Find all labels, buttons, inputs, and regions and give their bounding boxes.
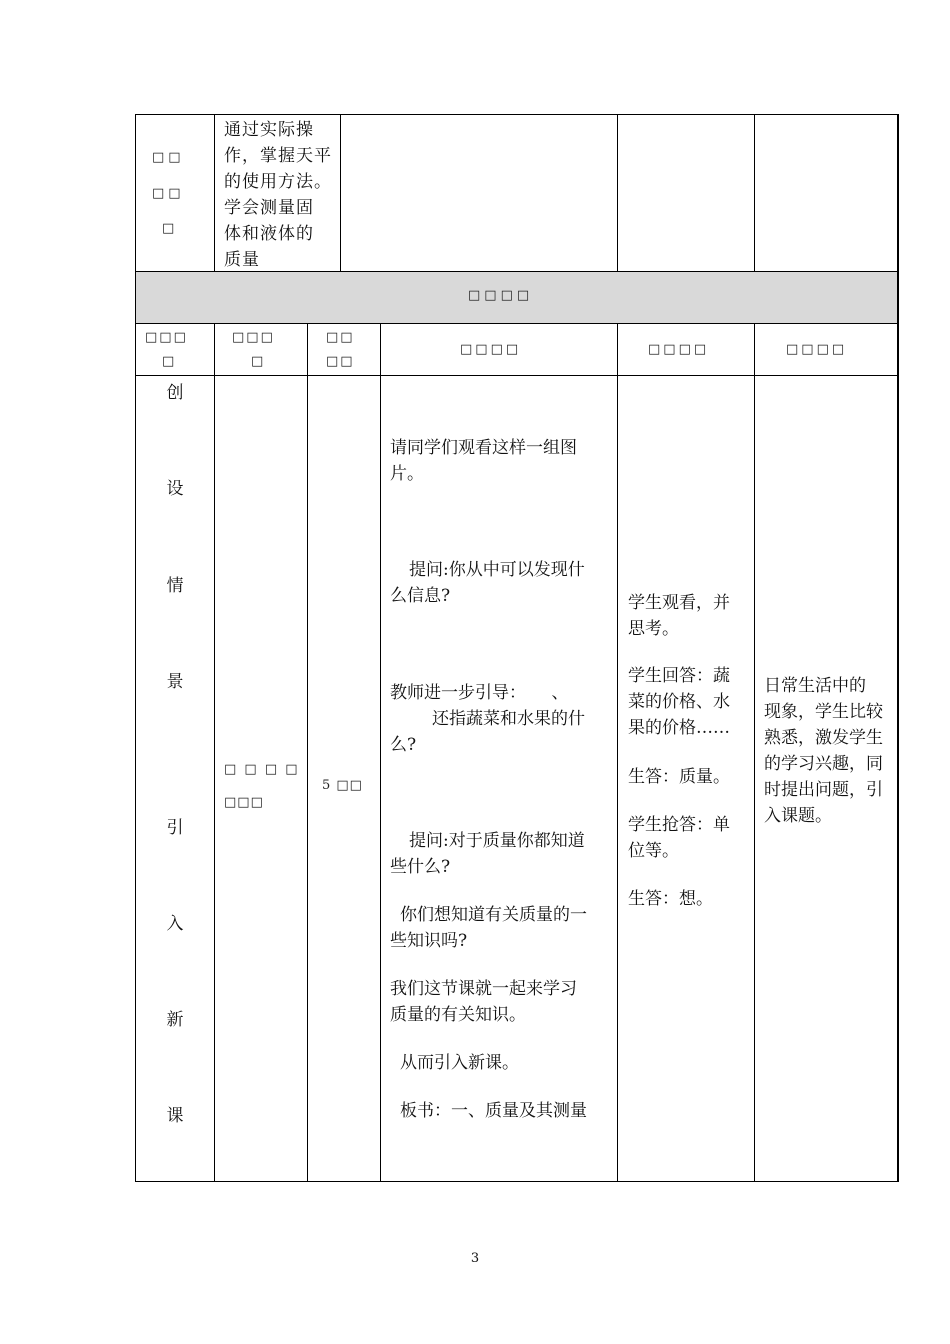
header-student: □□□□ [648, 342, 710, 357]
intent-line: 日常生活中的 [764, 676, 866, 696]
teacher-line: 些什么? [390, 857, 451, 877]
stage-char: 课 [166, 1106, 184, 1126]
header-stage-line: □□□ [145, 330, 188, 345]
time-cell: 5 □□ [322, 778, 363, 793]
student-line: 学生回答：蔬 [628, 666, 730, 686]
student-line: 位等。 [628, 841, 679, 861]
student-line: 生答：想。 [628, 889, 713, 909]
objective-line: 通过实际操 [224, 120, 314, 140]
intent-line: 现象，学生比较 [764, 702, 883, 722]
objective-label-line: □□ [152, 186, 185, 201]
header-intent: □□□□ [786, 342, 848, 357]
student-line: 学生抢答：单 [628, 815, 730, 835]
intent-line: 时提出问题，引 [764, 780, 883, 800]
teacher-line: 质量的有关知识。 [390, 1005, 526, 1025]
objective-label-line: □□ [152, 150, 185, 165]
teacher-line: 教师进一步引导： 、 [390, 683, 569, 703]
header-time-line: □□ [326, 354, 355, 369]
header-stage-line: □ [162, 354, 179, 369]
objective-line: 体和液体的 [224, 224, 314, 244]
student-line: 思考。 [628, 619, 679, 639]
stage-char: 引 [166, 818, 184, 838]
stage-char: 入 [166, 914, 184, 934]
teacher-line: 板书：一、质量及其测量 [400, 1101, 587, 1121]
student-line: 生答：质量。 [628, 767, 730, 787]
student-line: 菜的价格、水 [628, 692, 730, 712]
content-line: □ □ □ □ [224, 762, 300, 777]
section-header-title: □□□□ [468, 288, 534, 303]
teacher-line: 些知识吗? [390, 931, 468, 951]
teacher-line: 片。 [390, 464, 424, 484]
student-line: 学生观看，并 [628, 593, 730, 613]
student-line: 果的价格…… [628, 718, 730, 738]
stage-char: 景 [166, 672, 184, 692]
header-content-line: □□□ [232, 330, 275, 345]
intent-line: 入课题。 [764, 806, 832, 826]
stage-char: 设 [166, 479, 184, 499]
teacher-line: 从而引入新课。 [400, 1053, 519, 1073]
content-line: □□□ [224, 795, 264, 810]
stage-char: 情 [166, 576, 184, 596]
teacher-line: 提问:对于质量你都知道 [409, 831, 585, 851]
intent-line: 熟悉，激发学生 [764, 728, 883, 748]
teacher-line: 我们这节课就一起来学习 [390, 979, 577, 999]
stage-char: 新 [166, 1010, 184, 1030]
teacher-line: 你们想知道有关质量的一 [400, 905, 587, 925]
header-content-line: □ [251, 354, 268, 369]
teacher-line: 么信息? [390, 586, 451, 606]
objective-line: 学会测量固 [224, 198, 314, 218]
page-number: 3 [470, 1251, 480, 1266]
objective-line: 作，掌握天平 [224, 146, 332, 166]
teacher-line: 提问:你从中可以发现什 [409, 560, 585, 580]
stage-char: 创 [166, 383, 184, 403]
teacher-line: 么? [390, 735, 417, 755]
objective-label-line: □ [162, 221, 179, 236]
objective-line: 质量 [224, 250, 260, 270]
intent-line: 的学习兴趣，同 [764, 754, 883, 774]
teacher-line: 请同学们观看这样一组图 [390, 438, 577, 458]
objective-line: 的使用方法。 [224, 172, 332, 192]
teacher-line: 还指蔬菜和水果的什 [432, 709, 585, 729]
objective-text [224, 117, 338, 273]
header-time-line: □□ [326, 330, 355, 345]
header-teacher: □□□□ [460, 342, 522, 357]
